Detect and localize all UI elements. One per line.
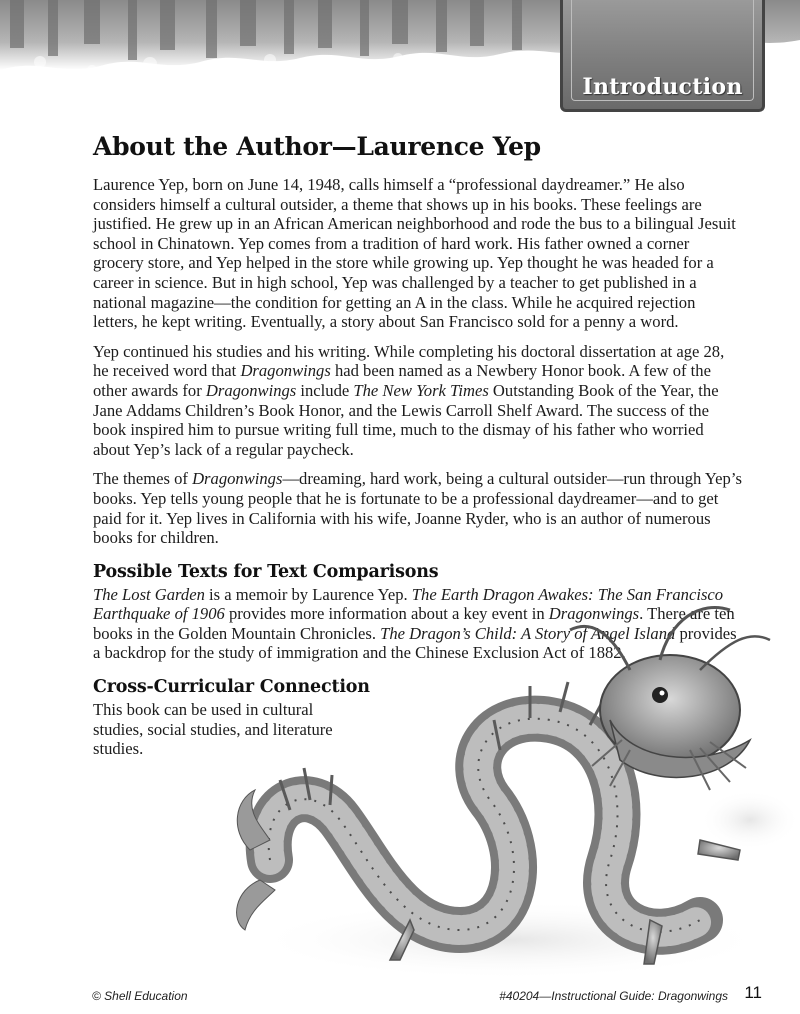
section-tab bbox=[560, 0, 765, 112]
dragon-image bbox=[230, 600, 800, 980]
author-paragraph-1: Laurence Yep, born on June 14, 1948, calls himself a “professional daydreamer.” He also considers himself a cultural outsider, a theme that shows up in his books. These feelings are justified. He grew up in an African American neighborhood and rode the bus to a bilingual Jesuit school in Chinatown. Yep comes from a tradition of hard work. His father owned a corner grocery store, and Yep helped in the store while growing up. Yep thought he was headed for a career in science. But in high school, Yep was challenged by a teacher to get published in a national magazine—the condition for getting an A in the class. While he acquired rejection letters, he kept writing. Eventually, a story about San Francisco sold for a penny a word. bbox=[93, 175, 736, 332]
page-footer bbox=[92, 985, 762, 1007]
author-paragraph-2: Yep continued his studies and his writing. While completing his doctoral dissertation at age 28, he received word that Dragonwings had been named as a Newbery Honor book. A few of the other awards for Dragonwings include The New York Times Outstanding Book of the Year, the Jane Addams Children’s Book Honor, and the Lewis Carroll Shelf Award. The success of the book inspired him to pursue writing full time, much to the dismay of his father who worried about Yep’s lack of a regular paycheck. bbox=[93, 341, 725, 459]
page-number: 11 bbox=[744, 983, 762, 1002]
dragon-illustration bbox=[230, 600, 800, 980]
comparisons-heading: Possible Texts for Text Comparisons bbox=[93, 561, 439, 582]
cross-curricular-paragraph: This book can be used in cultural studies, social studies, and literature studies. bbox=[93, 700, 333, 759]
section-tab-label: Introduction bbox=[582, 74, 743, 100]
footer-copyright: © Shell Education bbox=[92, 989, 188, 1003]
comparisons-paragraph: The Lost Garden is a memoir by Laurence Yep. The Earth Dragon Awakes: The San Francisco Earthquake of 1906 provides more information about a key event in Dragonwings. There are ten books in the Golden Mountain Chronicles. The Dragon’s Child: A Story of Angel Island provides a backdrop for the study of immigration and the Chinese Exclusion Act of 1882. bbox=[93, 584, 737, 663]
author-paragraph-3: The themes of Dragonwings—dreaming, hard work, being a cultural outsider—run through Yep’s books. Yep tells young people that he is fortunate to be a professional daydreamer—and to get paid for it. Yep lives in California with his wife, Joanne Ryder, who is an author of numerous books for children. bbox=[93, 469, 742, 548]
page-title: About the Author—Laurence Yep bbox=[93, 132, 541, 161]
footer-product-code: #40204—Instructional Guide: Dragonwings bbox=[499, 989, 728, 1003]
cross-curricular-heading: Cross-Curricular Connection bbox=[93, 677, 370, 698]
